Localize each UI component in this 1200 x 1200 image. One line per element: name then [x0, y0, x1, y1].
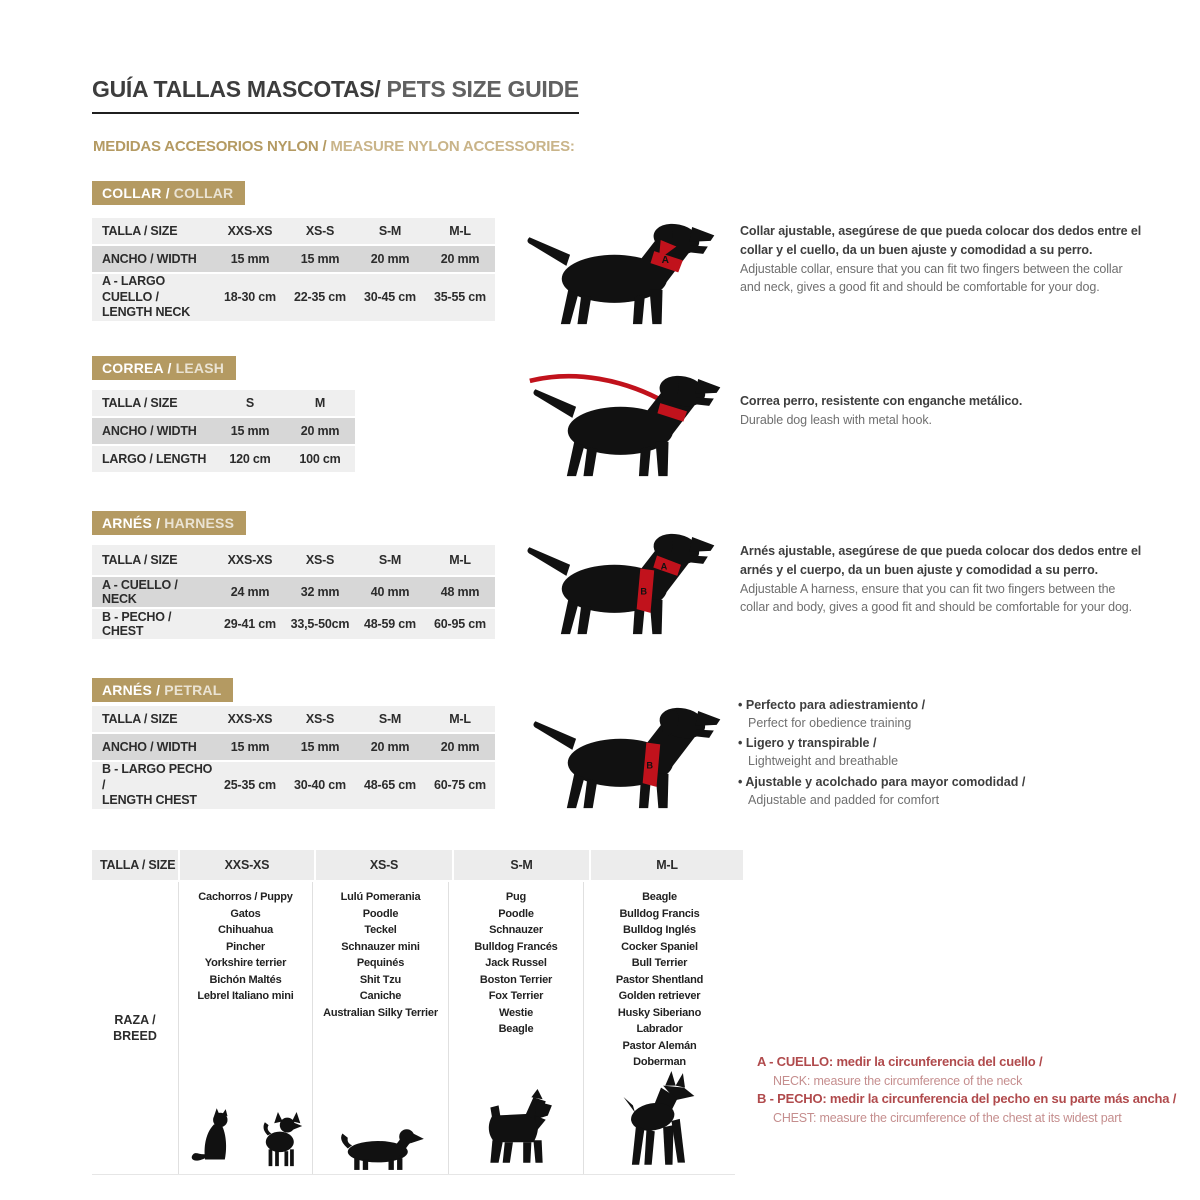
row-label: LARGO / LENGTH: [102, 452, 207, 466]
collar-description: [740, 222, 1142, 297]
breed-column-s-m: [448, 882, 583, 1174]
table-value: 40 mm: [370, 585, 410, 599]
size-header: S-M: [378, 553, 402, 567]
breed-item: Cachorros / Puppy: [198, 891, 293, 903]
harness-badge-en: HARNESS: [164, 515, 235, 531]
table-value: 15 mm: [230, 740, 270, 754]
table-value: 20 mm: [300, 424, 340, 438]
size-header: XS-S: [316, 850, 452, 880]
breed-size-illustrations: [313, 1111, 448, 1174]
breed-item: Bulldog Francis: [619, 907, 700, 920]
breed-list: [584, 882, 735, 1071]
harness-description-es: Arnés ajustable, asegúrese de que pueda colocar dos dedos entre el arnés y el cuerpo, da un buen ajuste y comodidad a su perro.: [740, 544, 1142, 577]
table-value: 120 cm: [229, 452, 271, 466]
breed-item: Caniche: [359, 990, 402, 1002]
breed-item: Pincher: [226, 940, 265, 953]
feature-item: [738, 734, 1140, 770]
collar-section-badge: [92, 181, 245, 205]
breed-list: [179, 882, 312, 1005]
dachshund-silhouette-icon: [333, 1111, 429, 1171]
size-column-header: TALLA / SIZE: [102, 712, 178, 726]
table-value: 24 mm: [230, 585, 270, 599]
neck-note-en: NECK: measure the circumference of the neck: [773, 1073, 1023, 1088]
leash-badge-en: LEASH: [175, 360, 225, 376]
breed-item: Pastor Alemán: [622, 1039, 697, 1052]
table-value: 15 mm: [230, 252, 270, 266]
size-column-header: TALLA / SIZE: [92, 850, 178, 880]
breed-item: Boston Terrier: [479, 973, 553, 986]
row-label-line2: LENGTH NECK: [102, 305, 191, 320]
breed-item: Pug: [505, 891, 527, 903]
breed-row-label-line1: RAZA /: [114, 1012, 156, 1027]
breed-item: Bichón Maltés: [209, 973, 282, 986]
table-value: 29-41 cm: [224, 617, 276, 631]
chest-note-en: CHEST: measure the circumference of the chest at its widest part: [773, 1110, 1122, 1125]
harness-section-badge: [92, 511, 246, 535]
size-header: M-L: [449, 553, 471, 567]
breed-row-label-line2: BREED: [113, 1028, 157, 1043]
breed-row-label: [92, 882, 178, 1174]
breed-item: Teckel: [364, 924, 397, 936]
breed-item: Fox Terrier: [488, 990, 544, 1002]
breed-item: Chihuahua: [217, 924, 274, 936]
breed-item: Gatos: [230, 907, 261, 920]
petral-badge-en: PETRAL: [164, 682, 222, 698]
breeds-table: [92, 850, 735, 1175]
dog-silhouette-icon: [528, 698, 724, 811]
table-value: 60-75 cm: [434, 778, 486, 793]
breed-size-illustrations: [179, 1103, 312, 1174]
size-header: S: [245, 396, 255, 410]
table-value: 15 mm: [230, 424, 270, 438]
size-header: M-L: [591, 850, 743, 880]
size-column-header: TALLA / SIZE: [102, 224, 178, 238]
table-row: [92, 246, 495, 272]
breed-item: Doberman: [633, 1056, 686, 1068]
breed-item: Lulú Pomerania: [340, 891, 421, 903]
breed-item: Labrador: [636, 1023, 683, 1035]
table-header-row: [92, 545, 495, 575]
table-row: [92, 446, 355, 472]
dog-collar-illustration: [522, 214, 718, 332]
schnauzer-silhouette-icon: [480, 1089, 552, 1171]
table-value: 20 mm: [440, 740, 480, 754]
size-header: S-M: [378, 224, 402, 238]
breed-item: Shit Tzu: [359, 973, 402, 986]
row-label: [92, 274, 215, 321]
collar-badge-es: COLLAR /: [102, 185, 174, 201]
petral-section-badge: [92, 678, 233, 702]
table-row: [92, 609, 495, 639]
breed-item: Yorkshire terrier: [204, 957, 287, 969]
feature-en: Lightweight and breathable: [748, 754, 899, 769]
breed-item: Poodle: [362, 907, 399, 920]
feature-item: [738, 696, 1140, 732]
table-header-row: [92, 706, 495, 732]
breed-list: [449, 882, 583, 1038]
table-value: 48 mm: [440, 585, 480, 599]
row-label-line1: A - LARGO CUELLO /: [102, 274, 166, 304]
feature-en: Perfect for obedience training: [748, 716, 912, 731]
page-subtitle-es: MEDIDAS ACCESORIOS NYLON /: [93, 138, 331, 155]
collar-badge-en: COLLAR: [173, 185, 234, 201]
breed-column-xs-s: [312, 882, 448, 1174]
breed-size-illustrations: [584, 1071, 735, 1174]
row-label: ANCHO / WIDTH: [102, 740, 197, 754]
harness-description: [740, 542, 1142, 617]
table-value: 30-40 cm: [294, 778, 346, 793]
table-value: 48-65 cm: [364, 778, 416, 793]
table-value: 35-55 cm: [434, 290, 486, 305]
page-title-en: PETS SIZE GUIDE: [380, 76, 579, 102]
breed-item: Lebrel Italiano mini: [197, 990, 294, 1002]
size-header: M-L: [449, 224, 471, 238]
leash-description-en: Durable dog leash with metal hook.: [740, 412, 932, 427]
harness-description-en: Adjustable A harness, ensure that you can fit two fingers between the collar and body, gives a good fit and should be comfortable for your dog.: [740, 581, 1133, 615]
table-value: 20 mm: [370, 740, 410, 754]
table-row: [92, 418, 355, 444]
row-label: ANCHO / WIDTH: [102, 252, 197, 266]
dog-silhouette-icon: [528, 366, 724, 479]
table-value: 48-59 cm: [364, 617, 416, 631]
row-label: B - PECHO / CHEST: [102, 610, 172, 638]
size-header: XXS-XS: [227, 553, 273, 567]
row-label: ANCHO / WIDTH: [102, 424, 197, 438]
chest-marking-letter: B: [640, 586, 648, 597]
leash-size-table: [92, 390, 355, 472]
breed-item: Beagle: [498, 1023, 534, 1035]
petral-feature-list: [738, 696, 1140, 811]
leash-badge-es: CORREA /: [102, 360, 176, 376]
harness-badge-es: ARNÉS /: [102, 515, 165, 531]
neck-note-es: A - CUELLO: medir la circunferencia del cuello /: [757, 1054, 1043, 1069]
breed-item: Australian Silky Terrier: [323, 1006, 438, 1019]
dog-leash-illustration: [528, 366, 724, 484]
leash-section-badge: [92, 356, 236, 380]
breed-column-m-l: [583, 882, 735, 1174]
page-title-es: GUÍA TALLAS MASCOTAS/: [92, 76, 381, 102]
size-header: S-M: [454, 850, 589, 880]
breed-column-xxs-xs: [178, 882, 312, 1174]
collar-size-table: [92, 218, 495, 321]
table-row: [92, 762, 495, 809]
petral-badge-es: ARNÉS /: [102, 682, 165, 698]
harness-size-table: [92, 545, 495, 639]
petral-size-table: [92, 706, 495, 809]
size-header: XS-S: [305, 553, 335, 567]
table-value: 20 mm: [440, 252, 480, 266]
table-value: 15 mm: [300, 252, 340, 266]
breed-item: Bull Terrier: [631, 957, 688, 969]
doberman-silhouette-icon: [621, 1071, 699, 1171]
leash-description: [740, 392, 1142, 430]
breed-item: Bulldog Francés: [474, 940, 558, 953]
breed-item: Pastor Shentland: [615, 973, 704, 986]
size-header: XXS-XS: [227, 712, 273, 726]
size-header: M-L: [449, 712, 471, 726]
row-label: A - CUELLO / NECK: [102, 578, 178, 606]
size-header: S-M: [378, 712, 402, 726]
breed-item: Bulldog Inglés: [623, 924, 696, 936]
chest-note-es: B - PECHO: medir la circunferencia del pecho en su parte más ancha /: [757, 1090, 1177, 1106]
breed-list: [313, 882, 448, 1021]
collar-description-es: Collar ajustable, asegúrese de que pueda colocar dos dedos entre el collar y el cuello, da un buen ajuste y comodidad a su perro.: [740, 224, 1142, 257]
chihuahua-silhouette-icon: [249, 1109, 305, 1171]
measurement-footnotes: [757, 1053, 1177, 1127]
size-header: XXS-XS: [180, 850, 314, 880]
breed-item: Cocker Spaniel: [621, 940, 698, 953]
page-subtitle: [93, 138, 575, 155]
feature-es: • Perfecto para adiestramiento /: [738, 696, 1140, 714]
size-header: XS-S: [305, 712, 335, 726]
dog-silhouette-icon: [522, 214, 718, 327]
breed-item: Schnauzer mini: [341, 940, 420, 953]
breed-item: Pequinés: [356, 957, 405, 969]
table-value: 32 mm: [300, 585, 340, 599]
table-value: 100 cm: [299, 452, 341, 466]
breed-item: Poodle: [498, 907, 534, 920]
dog-silhouette-icon: [522, 524, 718, 637]
feature-es: • Ajustable y acolchado para mayor comodidad /: [738, 773, 1140, 791]
breed-item: Beagle: [642, 891, 677, 903]
size-header: M: [314, 396, 326, 410]
neck-marking-letter: A: [660, 561, 668, 572]
cat-silhouette-icon: [187, 1103, 241, 1171]
table-row: [92, 274, 495, 321]
table-row: [92, 577, 495, 607]
breeds-header-row: [92, 850, 735, 880]
feature-es: • Ligero y transpirable /: [738, 734, 1140, 752]
table-value: 20 mm: [370, 252, 410, 266]
size-header: XXS-XS: [227, 224, 273, 238]
breed-item: Husky Siberiano: [617, 1006, 702, 1019]
table-value: 33,5-50cm: [290, 617, 350, 631]
dog-petral-illustration: [528, 698, 724, 816]
breed-item: Schnauzer: [489, 924, 543, 936]
breeds-body-row: [92, 882, 735, 1175]
table-value: 25-35 cm: [224, 778, 276, 793]
table-value: 15 mm: [300, 740, 340, 754]
size-column-header: TALLA / SIZE: [102, 553, 178, 567]
table-value: 60-95 cm: [434, 617, 486, 631]
leash-description-es: Correa perro, resistente con enganche metálico.: [740, 394, 1023, 408]
table-row: [92, 734, 495, 760]
dog-harness-illustration: [522, 524, 718, 642]
neck-marking-letter: A: [661, 255, 669, 267]
breed-item: Golden retriever: [618, 990, 701, 1002]
breed-item: Jack Russel: [485, 957, 547, 969]
breed-size-illustrations: [449, 1089, 583, 1174]
table-header-row: [92, 390, 355, 416]
row-label: [92, 762, 215, 809]
row-label-line2: LENGTH CHEST: [102, 793, 197, 808]
feature-item: [738, 773, 1140, 809]
table-value: 30-45 cm: [364, 290, 416, 305]
table-header-row: [92, 218, 495, 244]
size-column-header: TALLA / SIZE: [102, 396, 178, 410]
size-header: XS-S: [305, 224, 335, 238]
collar-description-en: Adjustable collar, ensure that you can fit two fingers between the collar and neck, gives a good fit and should be comfortable for your dog.: [740, 261, 1123, 295]
page-subtitle-en: MEASURE NYLON ACCESSORIES:: [330, 138, 575, 155]
page-title: [92, 76, 579, 114]
breed-item: Westie: [498, 1006, 534, 1019]
chest-marking-letter: B: [646, 760, 654, 771]
row-label-line1: B - LARGO PECHO /: [102, 762, 213, 792]
table-value: 22-35 cm: [294, 290, 346, 305]
table-value: 18-30 cm: [224, 290, 276, 305]
feature-en: Adjustable and padded for comfort: [748, 792, 940, 807]
